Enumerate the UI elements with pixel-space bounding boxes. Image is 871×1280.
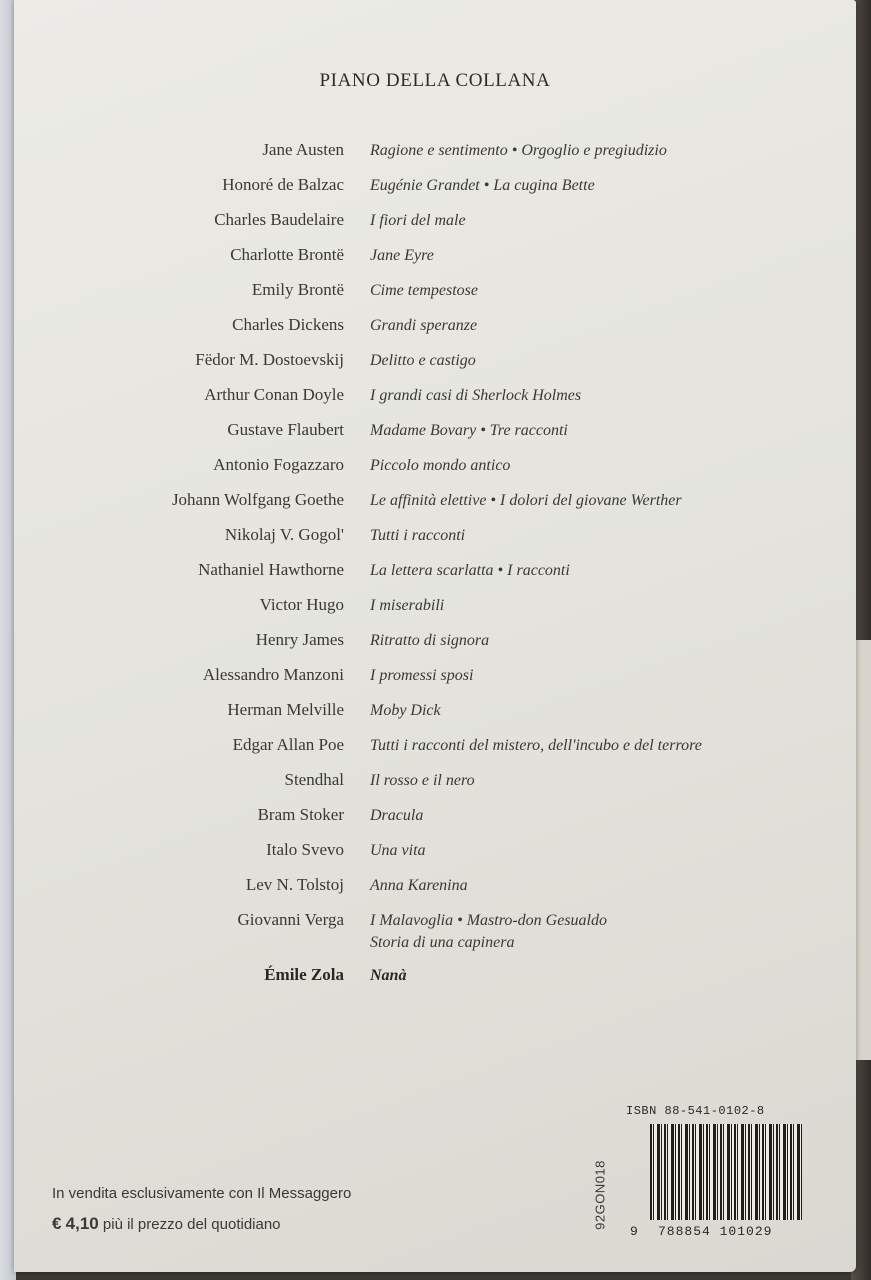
book-titles	[370, 525, 465, 547]
book-titles	[370, 700, 441, 722]
author-name: Honoré de Balzac	[222, 175, 344, 194]
catalog-entry	[14, 595, 856, 630]
book-titles	[370, 805, 423, 827]
book-titles	[370, 420, 568, 442]
barcode-bars	[650, 1124, 802, 1220]
book-title-line: I Malavoglia • Mastro-don Gesualdo	[370, 912, 607, 929]
author-name: Gustave Flaubert	[227, 420, 344, 439]
catalog-entry	[14, 875, 856, 910]
book-title-line: Ritratto di signora	[370, 632, 490, 649]
catalog-entry	[14, 210, 856, 245]
isbn-barcode	[618, 1104, 810, 1246]
book-title-line: Grandi speranze	[370, 317, 478, 334]
book-titles	[370, 490, 682, 512]
book-titles	[370, 875, 468, 897]
book-titles	[370, 840, 426, 862]
catalog-entry	[14, 175, 856, 210]
book-title-line: Una vita	[370, 842, 426, 859]
author-name: Johann Wolfgang Goethe	[171, 490, 344, 509]
catalog-entry	[14, 665, 856, 700]
catalog-entry	[14, 245, 856, 280]
catalog-entry	[14, 910, 856, 965]
catalog-entry	[14, 770, 856, 805]
book-titles	[370, 350, 476, 372]
series-catalog-list	[14, 140, 856, 1000]
catalog-entry	[14, 630, 856, 665]
catalog-entry	[14, 385, 856, 420]
book-title-line: Le affinità elettive • I dolori del giovane Werther	[370, 492, 682, 509]
book-title-line: La lettera scarlatta • I racconti	[370, 562, 570, 579]
catalog-entry	[14, 350, 856, 385]
book-titles	[370, 595, 444, 617]
book-title-line: Anna Karenina	[370, 877, 468, 894]
author-name: Bram Stoker	[257, 805, 344, 824]
author-name: Fëdor M. Dostoevskij	[195, 350, 344, 369]
book-titles	[370, 455, 510, 477]
isbn-text: ISBN 88-541-0102-8	[626, 1104, 765, 1118]
book-title-line: I miserabili	[370, 597, 445, 614]
book-titles	[370, 245, 434, 267]
author-name: Henry James	[255, 630, 344, 649]
book-title-line: Tutti i racconti	[370, 527, 466, 544]
catalog-entry	[14, 560, 856, 595]
catalog-entry	[14, 525, 856, 560]
book-title-line: I promessi sposi	[370, 667, 474, 684]
author-name: Nikolaj V. Gogol'	[224, 525, 344, 544]
author-name: Herman Melville	[227, 700, 344, 719]
book-title-line: Dracula	[370, 807, 424, 824]
author-name: Alessandro Manzoni	[202, 665, 344, 684]
author-name: Giovanni Verga	[237, 910, 344, 929]
book-title-line: Moby Dick	[370, 702, 441, 719]
author-name: Antonio Fogazzaro	[213, 455, 344, 474]
author-name: Edgar Allan Poe	[232, 735, 344, 754]
catalog-entry	[14, 140, 856, 175]
book-titles	[370, 315, 477, 337]
author-name: Stendhal	[284, 770, 344, 789]
price-currency: €	[52, 1214, 62, 1233]
book-title-line: Piccolo mondo antico	[370, 457, 511, 474]
book-title-line: Eugénie Grandet • La cugina Bette	[370, 177, 595, 194]
catalog-entry	[14, 280, 856, 315]
book-titles	[370, 175, 595, 197]
catalog-entry	[14, 735, 856, 770]
author-name: Jane Austen	[262, 140, 344, 159]
author-name: Lev N. Tolstoj	[245, 875, 344, 894]
book-titles	[370, 965, 406, 987]
author-name: Nathaniel Hawthorne	[198, 560, 344, 579]
book-titles	[370, 770, 475, 792]
book-title-line: Nanà	[370, 967, 407, 984]
price-line	[52, 1214, 351, 1234]
book-titles	[370, 280, 478, 302]
catalog-entry	[14, 455, 856, 490]
book-titles	[370, 665, 473, 687]
book-titles	[370, 630, 489, 652]
catalog-entry	[14, 840, 856, 875]
book-back-cover	[14, 0, 856, 1272]
book-titles	[370, 560, 570, 582]
book-title-line: Ragione e sentimento • Orgoglio e pregiudizio	[370, 142, 667, 159]
sale-notice-line: In vendita esclusivamente con Il Messaggero	[52, 1185, 352, 1202]
product-code	[580, 1145, 620, 1245]
book-title-line: Delitto e castigo	[370, 352, 476, 369]
book-title-line: Tutti i racconti del mistero, dell'incubo e del terrore	[370, 737, 702, 754]
catalog-entry	[14, 315, 856, 350]
book-title-line: Storia di una capinera	[370, 934, 515, 951]
catalog-entry	[14, 965, 856, 1000]
series-header: PIANO DELLA COLLANA	[319, 70, 551, 91]
ean-digits: 788854 101029	[658, 1224, 773, 1239]
book-titles	[370, 910, 607, 954]
author-name: Arthur Conan Doyle	[204, 385, 344, 404]
ean-first-digit: 9	[630, 1224, 638, 1239]
price-value: 4,10	[65, 1214, 99, 1233]
author-name: Charlotte Brontë	[230, 245, 344, 264]
book-title-line: Il rosso e il nero	[370, 772, 475, 789]
author-name: Charles Dickens	[232, 315, 344, 334]
book-titles	[370, 140, 667, 162]
catalog-entry	[14, 700, 856, 735]
book-titles	[370, 210, 466, 232]
author-name: Victor Hugo	[259, 595, 344, 614]
catalog-entry	[14, 805, 856, 840]
catalog-entry	[14, 490, 856, 525]
book-titles	[370, 735, 702, 757]
book-title-line: Cime tempestose	[370, 282, 478, 299]
book-title-line: Madame Bovary • Tre racconti	[370, 422, 568, 439]
book-title-line: I grandi casi di Sherlock Holmes	[370, 387, 582, 404]
author-name: Italo Svevo	[266, 840, 344, 859]
author-name: Charles Baudelaire	[214, 210, 344, 229]
book-title-line: I fiori del male	[370, 212, 466, 229]
book-title-line: Jane Eyre	[370, 247, 434, 264]
author-name: Emily Brontë	[251, 280, 344, 299]
product-code-text: 92GON018	[592, 1160, 608, 1230]
price-suffix: più il prezzo del quotidiano	[102, 1216, 281, 1233]
sale-notice	[52, 1185, 351, 1234]
book-titles	[370, 385, 581, 407]
catalog-entry	[14, 420, 856, 455]
author-name: Émile Zola	[264, 965, 344, 984]
